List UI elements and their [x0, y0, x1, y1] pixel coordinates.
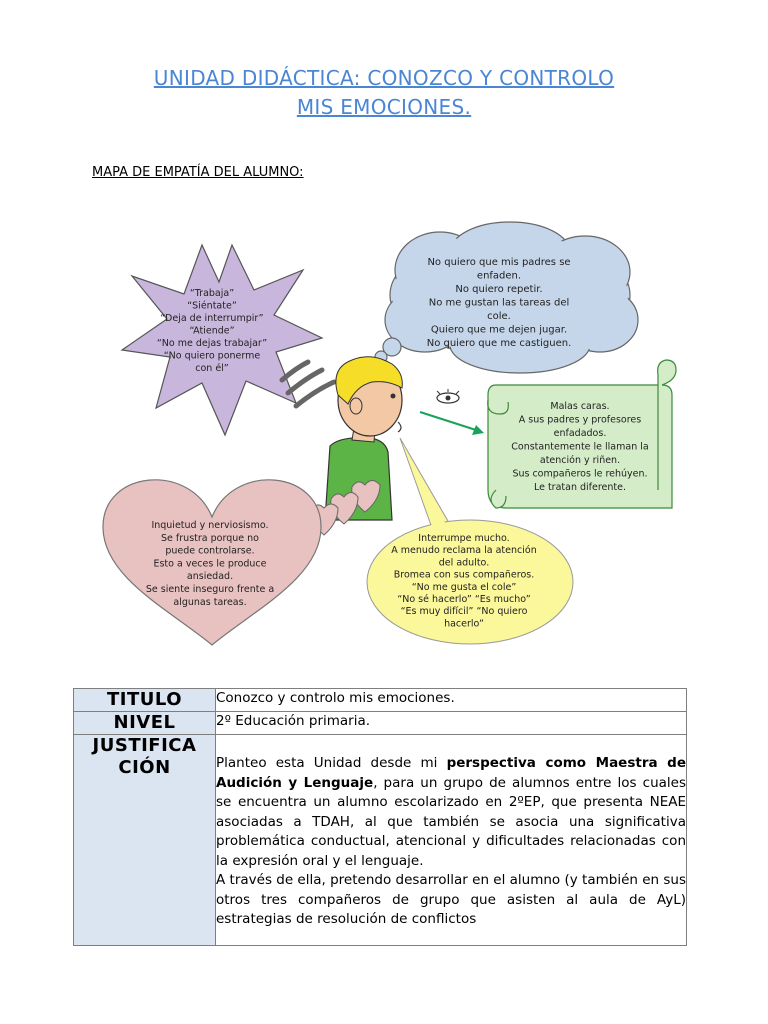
- star-line: “No quiero ponerme: [163, 350, 261, 362]
- cloud-line: No quiero repetir.: [455, 284, 543, 295]
- row-value: Conozco y controlo mis emociones.: [216, 689, 687, 712]
- star-line: “Siéntate”: [187, 300, 237, 312]
- scroll-line: Sus compañeros le rehúyen.: [512, 468, 648, 480]
- title-line-1: UNIDAD DIDÁCTICA: CONOZCO Y CONTROLO: [153, 66, 615, 90]
- cloud-line: cole.: [487, 311, 511, 322]
- speech-line: Bromea con sus compañeros.: [393, 569, 535, 581]
- heart-text: [146, 520, 274, 608]
- cloud-line: Quiero que me dejen jugar.: [430, 324, 568, 336]
- scroll-line: enfadados.: [553, 428, 607, 439]
- scroll-line: Malas caras.: [550, 401, 610, 412]
- speech-line: “Es muy difícil” “No quiero: [400, 606, 528, 618]
- scroll-line: A sus padres y profesores: [518, 414, 642, 426]
- speech-line: del adulto.: [438, 557, 490, 569]
- heart-line: Se frustra porque no: [161, 532, 259, 544]
- justification-paragraph-2: A través de ella, pretendo desarrollar en el alumno (y también en sus otros tres compañeros de grupo que asisten al aula de AyL) estrategias de resolución de conflictos: [216, 872, 686, 927]
- heart-line: Esto a veces le produce: [153, 558, 267, 570]
- star-line: con él”: [195, 363, 229, 374]
- speech-line: Interrumpe mucho.: [418, 533, 510, 544]
- heart-line: Inquietud y nerviosismo.: [151, 520, 269, 531]
- scroll-line: Le tratan diferente.: [533, 482, 627, 493]
- justification-paragraph-1: [216, 754, 686, 871]
- sight-arrow: [420, 412, 484, 435]
- scroll-line: Constantemente le llaman la: [511, 441, 649, 453]
- cloud-line: enfaden.: [476, 270, 522, 282]
- star-line: “Trabaja”: [189, 288, 235, 299]
- title-line-2: MIS EMOCIONES.: [296, 95, 472, 119]
- table-row-justificacion: [74, 735, 687, 946]
- speech-line: A menudo reclama la atención: [391, 545, 537, 557]
- justification-text: [216, 735, 687, 946]
- speech-line: “No me gusta el cole”: [411, 581, 517, 593]
- speech-line: “No sé hacerlo” “Es mucho”: [397, 594, 531, 605]
- row-label: NIVEL: [74, 712, 216, 735]
- speech-text: [391, 533, 536, 629]
- justification-text-a: Planteo esta Unidad desde mi: [216, 755, 447, 771]
- label-line-2: CIÓN: [118, 757, 171, 778]
- label-line-1: JUSTIFICA: [92, 735, 197, 756]
- row-value: 2º Educación primaria.: [216, 712, 687, 735]
- table-row-nivel: [74, 712, 687, 735]
- cloud-line: No quiero que mis padres se: [427, 257, 571, 268]
- cloud-line: No quiero que me castiguen.: [426, 338, 572, 349]
- row-label-justificacion: [74, 735, 216, 946]
- star-line: “Deja de interrumpir”: [160, 313, 264, 324]
- heart-line: algunas tareas.: [173, 596, 247, 608]
- row-label: TITULO: [74, 689, 216, 712]
- justification-text-b: , para un grupo de alumnos entre los cuales se encuentra un alumno escolarizado en 2ºEP, que presenta NEAE asociadas a TDAH, al que también se asocia una significativa problemática conductual, atencional y dificultades relacionadas con la expresión oral y el lenguaje.: [216, 774, 686, 869]
- unit-info-table: [73, 688, 687, 946]
- document-title: [0, 64, 768, 122]
- scroll-line: atención y riñen.: [539, 455, 621, 466]
- scroll-text: [511, 401, 648, 493]
- speech-line: hacerlo”: [444, 618, 484, 630]
- star-line: “Atiende”: [189, 325, 235, 337]
- justification-text-bold: perspectiva como Maestra de Audición y Lenguaje: [216, 755, 686, 791]
- section-subtitle: MAPA DE EMPATÍA DEL ALUMNO:: [92, 165, 304, 180]
- eye-icon: [437, 389, 459, 403]
- star-line: “No me dejas trabajar”: [156, 338, 268, 349]
- heart-line: Se siente inseguro frente a: [145, 584, 275, 595]
- heart-line: puede controlarse.: [165, 545, 255, 557]
- table-row-titulo: [74, 689, 687, 712]
- heart-line: ansiedad.: [186, 571, 234, 583]
- cloud-line: No me gustan las tareas del: [428, 297, 570, 309]
- empathy-map-illustration: [0, 190, 768, 660]
